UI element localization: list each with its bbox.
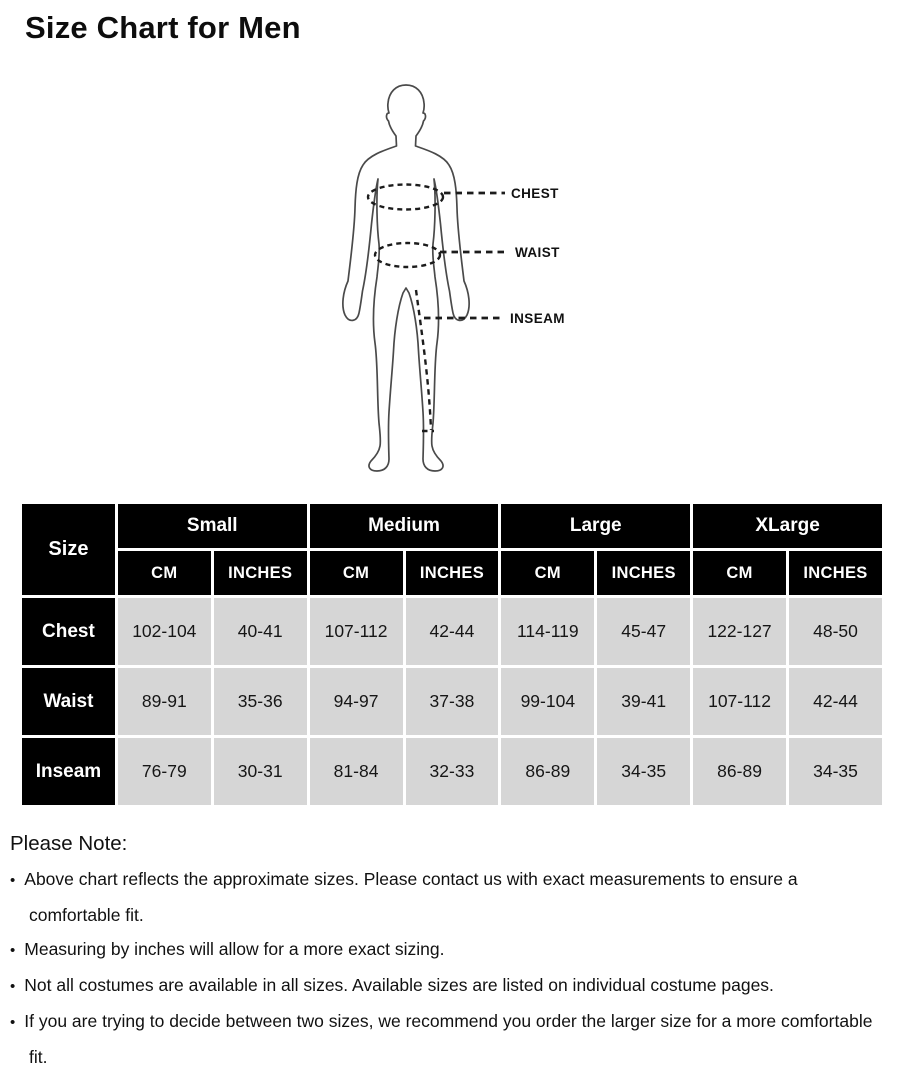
page-title: Size Chart for Men — [25, 10, 301, 45]
chest-label: CHEST — [511, 186, 559, 201]
unit-header-cell: INCHES — [406, 551, 499, 595]
size-value-cell: 86-89 — [501, 738, 594, 805]
size-value-cell: 35-36 — [214, 668, 307, 735]
table-header-units-row — [22, 551, 882, 595]
body-measurement-diagram — [330, 80, 610, 485]
waist-label: WAIST — [515, 245, 560, 260]
waist-measure-ellipse — [375, 243, 440, 267]
chest-measure-ellipse — [368, 185, 443, 210]
unit-header-cell: CM — [501, 551, 594, 595]
note-item: • If you are trying to decide between two sizes, we recommend you order the larger size for a more comfortable fit. — [10, 1004, 892, 1074]
table-row-inseam — [22, 738, 882, 805]
table-corner-size: Size — [22, 504, 115, 595]
row-label-chest: Chest — [22, 598, 115, 665]
size-chart-table — [19, 501, 885, 808]
size-value-cell: 99-104 — [501, 668, 594, 735]
notes-heading: Please Note: — [10, 832, 128, 855]
size-value-cell: 86-89 — [693, 738, 786, 805]
table-row-chest — [22, 598, 882, 665]
size-value-cell: 107-112 — [310, 598, 403, 665]
size-value-cell: 32-33 — [406, 738, 499, 805]
unit-header-cell: INCHES — [597, 551, 690, 595]
size-value-cell: 34-35 — [597, 738, 690, 805]
size-value-cell: 94-97 — [310, 668, 403, 735]
note-item: • Not all costumes are available in all sizes. Available sizes are listed on individual costume pages. — [10, 968, 892, 1004]
note-item: • Above chart reflects the approximate sizes. Please contact us with exact measurements to ensure a comfortable fit. — [10, 862, 892, 932]
table-group-small: Small — [118, 504, 307, 548]
unit-header-cell: CM — [693, 551, 786, 595]
notes-list — [10, 862, 892, 1074]
inseam-label: INSEAM — [510, 311, 565, 326]
table-group-medium: Medium — [310, 504, 499, 548]
row-label-waist: Waist — [22, 668, 115, 735]
unit-header-cell: CM — [118, 551, 211, 595]
size-value-cell: 42-44 — [789, 668, 882, 735]
size-value-cell: 114-119 — [501, 598, 594, 665]
notes-section — [10, 832, 892, 1074]
size-value-cell: 102-104 — [118, 598, 211, 665]
size-value-cell: 37-38 — [406, 668, 499, 735]
size-value-cell: 81-84 — [310, 738, 403, 805]
size-value-cell: 45-47 — [597, 598, 690, 665]
table-group-xlarge: XLarge — [693, 504, 882, 548]
size-value-cell: 122-127 — [693, 598, 786, 665]
size-value-cell: 42-44 — [406, 598, 499, 665]
size-value-cell: 89-91 — [118, 668, 211, 735]
size-value-cell: 34-35 — [789, 738, 882, 805]
size-value-cell: 48-50 — [789, 598, 882, 665]
table-group-large: Large — [501, 504, 690, 548]
male-figure-outline-icon — [343, 85, 469, 471]
size-value-cell: 30-31 — [214, 738, 307, 805]
table-header-groups-row — [22, 504, 882, 548]
note-item: • Measuring by inches will allow for a more exact sizing. — [10, 932, 892, 968]
row-label-inseam: Inseam — [22, 738, 115, 805]
size-value-cell: 76-79 — [118, 738, 211, 805]
size-value-cell: 39-41 — [597, 668, 690, 735]
size-value-cell: 40-41 — [214, 598, 307, 665]
table-row-waist — [22, 668, 882, 735]
unit-header-cell: CM — [310, 551, 403, 595]
unit-header-cell: INCHES — [789, 551, 882, 595]
size-value-cell: 107-112 — [693, 668, 786, 735]
unit-header-cell: INCHES — [214, 551, 307, 595]
